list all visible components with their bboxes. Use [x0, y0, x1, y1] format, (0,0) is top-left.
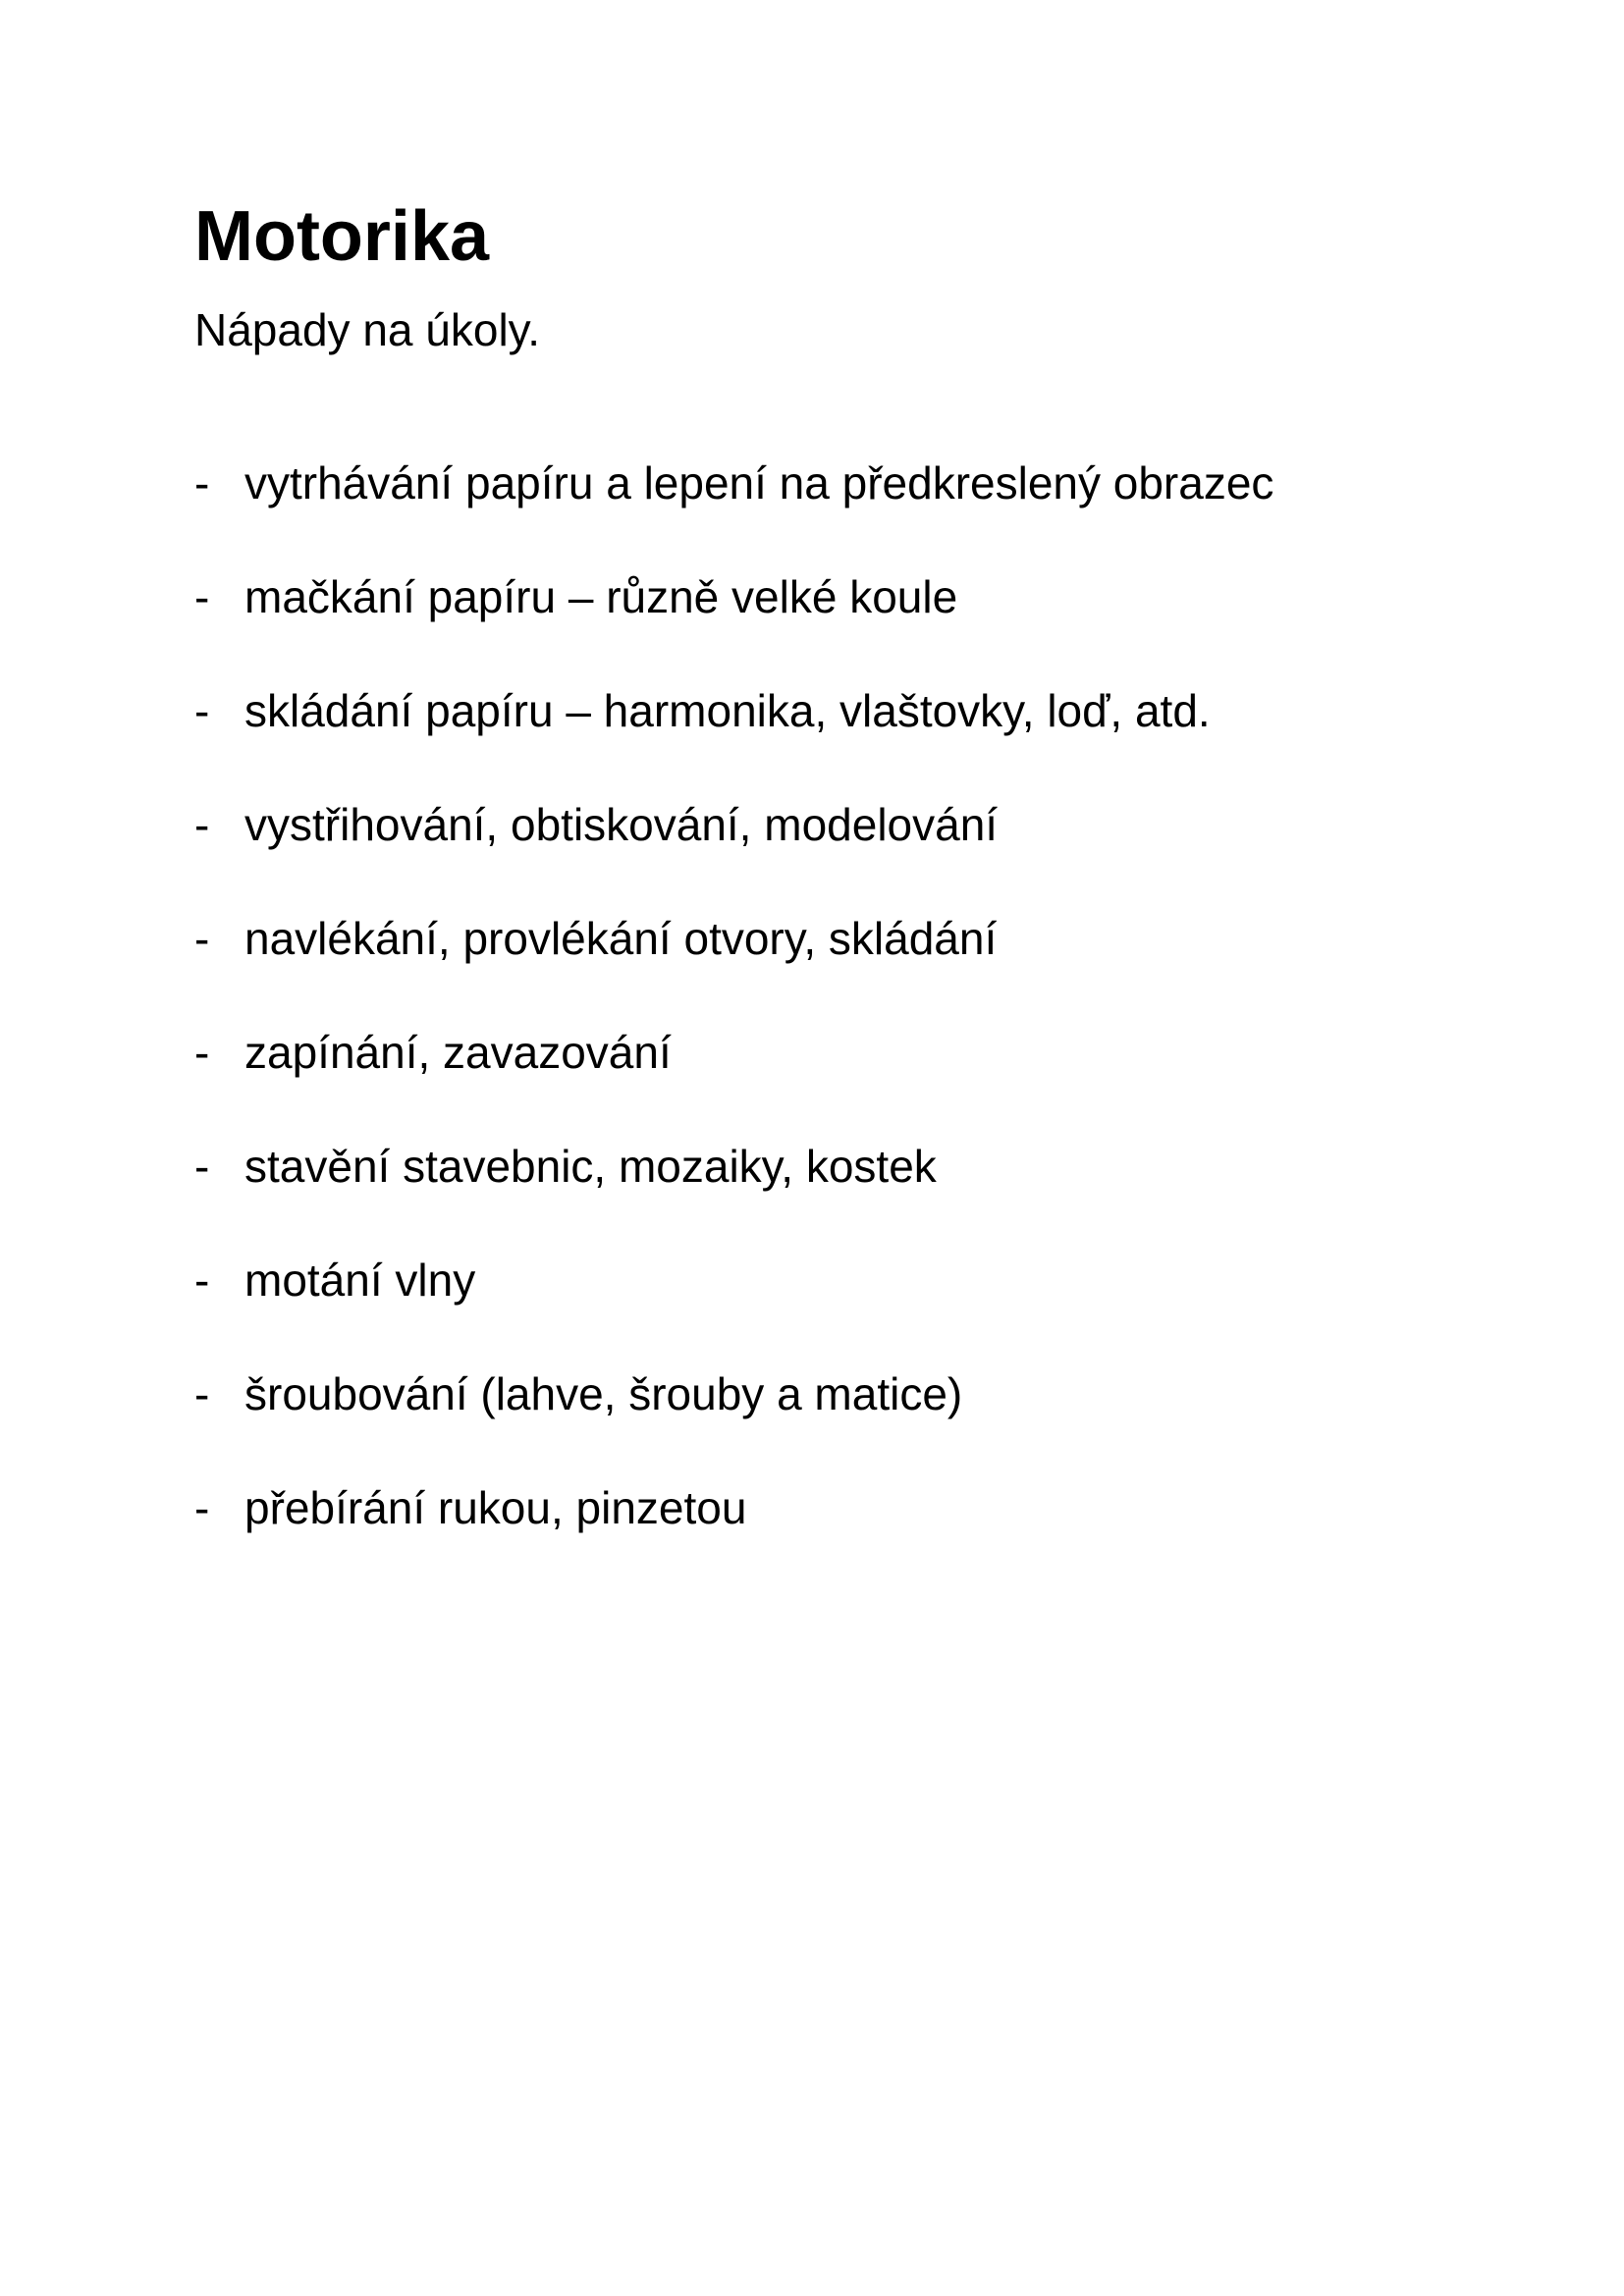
- bullet-dash: -: [194, 1482, 210, 1533]
- bullet-dash: -: [194, 1141, 210, 1192]
- bullet-dash: -: [194, 799, 210, 850]
- bullet-dash: -: [194, 457, 210, 508]
- bullet-dash: -: [194, 1027, 210, 1078]
- list-item-text: motání vlny: [244, 1255, 476, 1306]
- list-item-text: vystřihování, obtiskování, modelování: [244, 799, 999, 850]
- list-item-text: skládání papíru – harmonika, vlaštovky, loď, atd.: [244, 685, 1211, 736]
- list-item-text: šroubování (lahve, šrouby a matice): [244, 1368, 963, 1419]
- list-item-text: přebírání rukou, pinzetou: [244, 1482, 747, 1533]
- list-item-text: stavění stavebnic, mozaiky, kostek: [244, 1141, 937, 1192]
- bullet-dash: -: [194, 1368, 210, 1419]
- bullet-dash: -: [194, 571, 210, 622]
- list-item-text: navlékání, provlékání otvory, skládání: [244, 913, 998, 964]
- page-title: Motorika: [194, 197, 490, 276]
- page-subtitle: Nápady na úkoly.: [194, 304, 541, 355]
- bullet-dash: -: [194, 913, 210, 964]
- bullet-dash: -: [194, 685, 210, 736]
- bullet-dash: -: [194, 1255, 210, 1306]
- list-item-text: vytrhávání papíru a lepení na předkreslený obrazec: [244, 457, 1274, 508]
- list-item-text: mačkání papíru – různě velké koule: [244, 571, 958, 622]
- list-item-text: zapínání, zavazování: [244, 1027, 672, 1078]
